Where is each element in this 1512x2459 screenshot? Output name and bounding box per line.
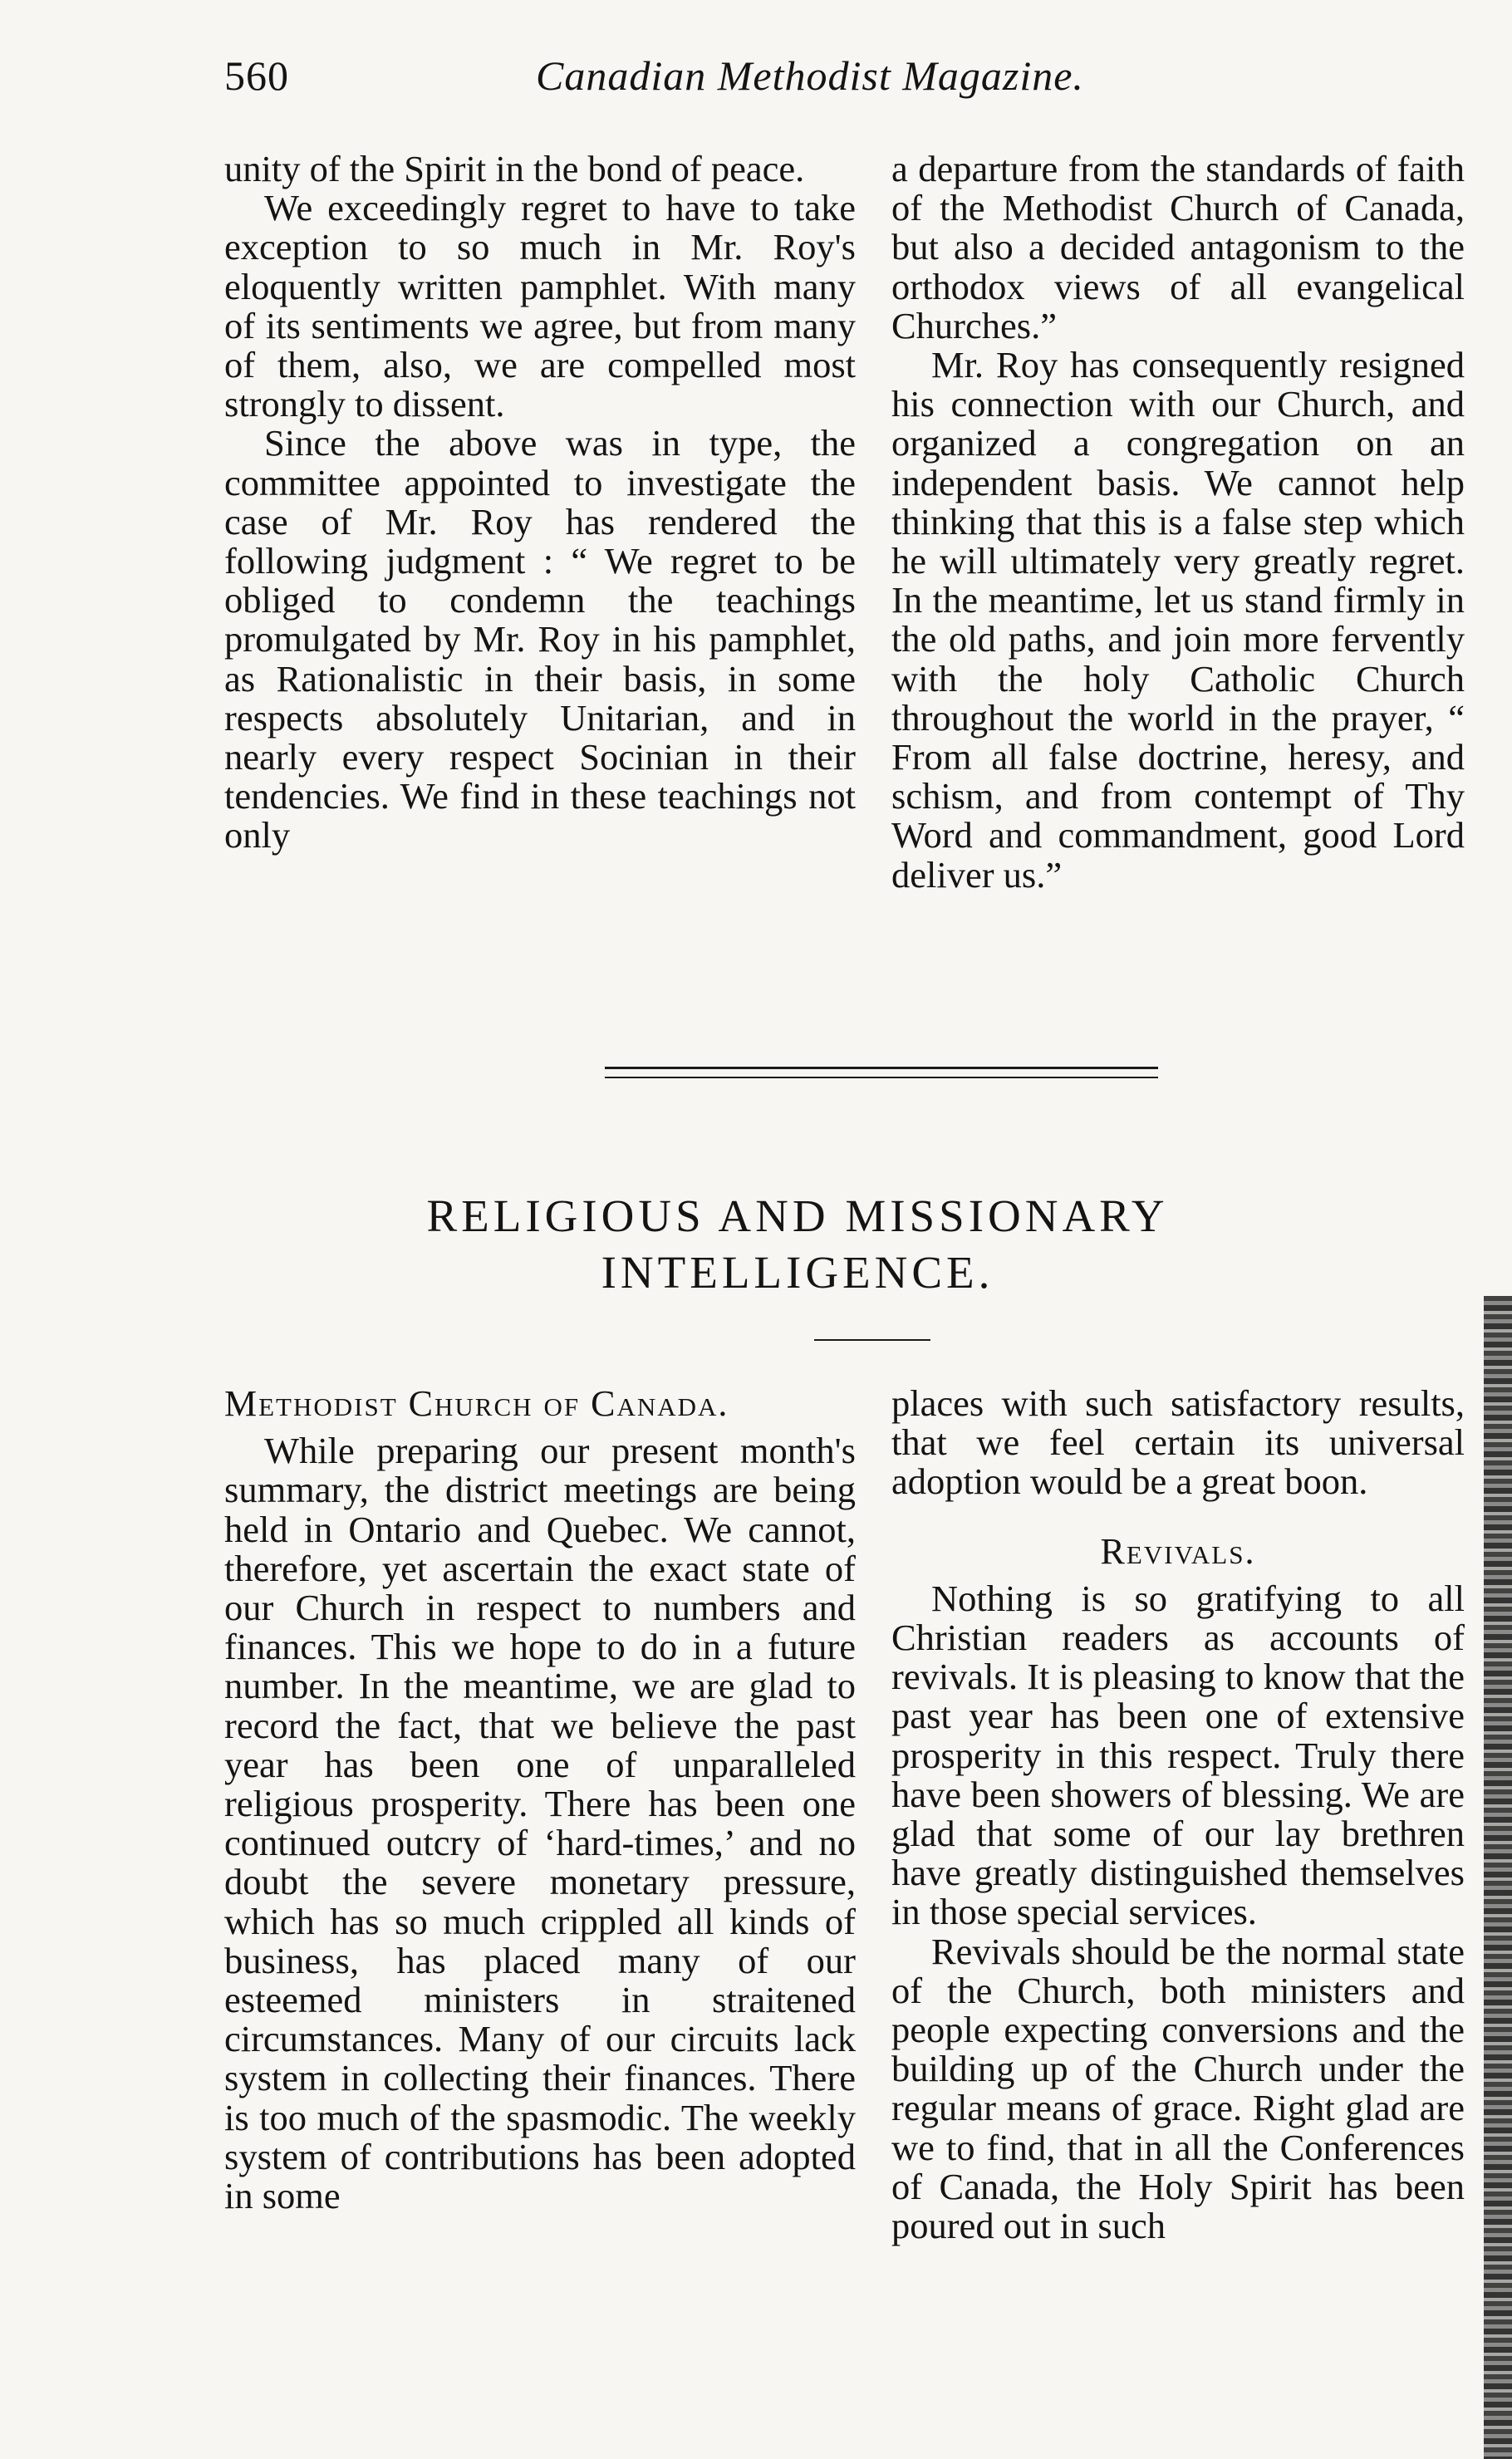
paragraph: Nothing is so gratifying to all Christian readers as accounts of revivals. It is pleasing to know that the past year has been one of extensive prosperity in this respect. Truly there have been showers of blessing. We are glad that some of our lay brethren have greatly distinguished themselves in those special services.: [891, 1577, 1465, 1933]
double-rule-bottom: [605, 1077, 1158, 1078]
double-rule-top: [605, 1067, 1158, 1069]
top-right-column: [891, 150, 1465, 895]
section-title-line-1: RELIGIOUS AND MISSIONARY: [426, 1190, 1169, 1241]
paragraph: unity of the Spirit in the bond of peace.: [224, 148, 805, 189]
paragraph: places with such satisfactory results, that we feel certain its universal adoption would be a great boon.: [891, 1382, 1465, 1503]
page-number: 560: [224, 52, 289, 99]
paragraph: a departure from the standards of faith of the Methodist Church of Canada, but also a decided antagonism to the orthodox views of all evangelical Churches.”: [891, 148, 1465, 346]
running-title: Canadian Methodist Magazine.: [536, 52, 1084, 99]
page-header: [224, 52, 1221, 110]
section-title: [274, 1188, 1321, 1301]
section-title-line-2: INTELLIGENCE.: [601, 1247, 994, 1298]
paragraph: We exceedingly regret to have to take exception to so much in Mr. Roy's eloquently written pamphlet. With many of its sentiments we agree, but from many of them, also, we are compelled most strongly to dissent.: [224, 187, 856, 425]
top-left-column: [224, 150, 856, 856]
paragraph: While preparing our present month's summary, the district meetings are being held in Ontario and Quebec. We cannot, therefore, yet ascertain the exact state of our Church in respect to numbers and finances. This we hope to do in a future number. In the meantime, we are glad to record the fact, that we believe the past year has been one of unparalleled religious prosperity. There has been one continued outcry of ‘hard-times,’ and no doubt the severe monetary pressure, which has so much crippled all kinds of business, has placed many of our esteemed ministers in straitened circumstances. Many of our circuits lack system in collecting their finances. There is too much of the spasmodic. The weekly system of contributions has been adopted in some: [224, 1430, 856, 2217]
subsection-heading: Revivals.: [1100, 1530, 1256, 1572]
short-rule: [814, 1339, 930, 1341]
paragraph: Since the above was in type, the committee appointed to investigate the case of Mr. Roy has rendered the following judgment : “ We regret to be obliged to condemn the teachings promulgated by Mr. Roy in his pamphlet, as Rationalistic in their basis, in some respects absolutely Unitarian, and in nearly every respect Socinian in their tendencies. We find in these teachings not only: [224, 422, 856, 856]
scan-binding-edge: [1484, 1296, 1512, 2459]
bottom-right-column: [891, 1384, 1465, 2245]
bottom-left-column: [224, 1384, 856, 2216]
paragraph: Mr. Roy has consequently resigned his connection with our Church, and organized a congregation on an independent basis. We cannot help thinking that this is a false step which he will ultimately very greatly regret. In the meantime, let us stand firmly in the old paths, and join more fervently with the holy Catholic Church throughout the world in the prayer, “ From all false doctrine, heresy, and schism, and from contempt of Thy Word and commandment, good Lord deliver us.”: [891, 344, 1465, 896]
subsection-heading: Methodist Church of Canada.: [224, 1383, 729, 1424]
paragraph: Revivals should be the normal state of the Church, both ministers and people expecting conversions and the building up of the Church under the regular means of grace. Right glad are we to find, that in all the Conferences of Canada, the Holy Spirit has been poured out in such: [891, 1930, 1465, 2247]
